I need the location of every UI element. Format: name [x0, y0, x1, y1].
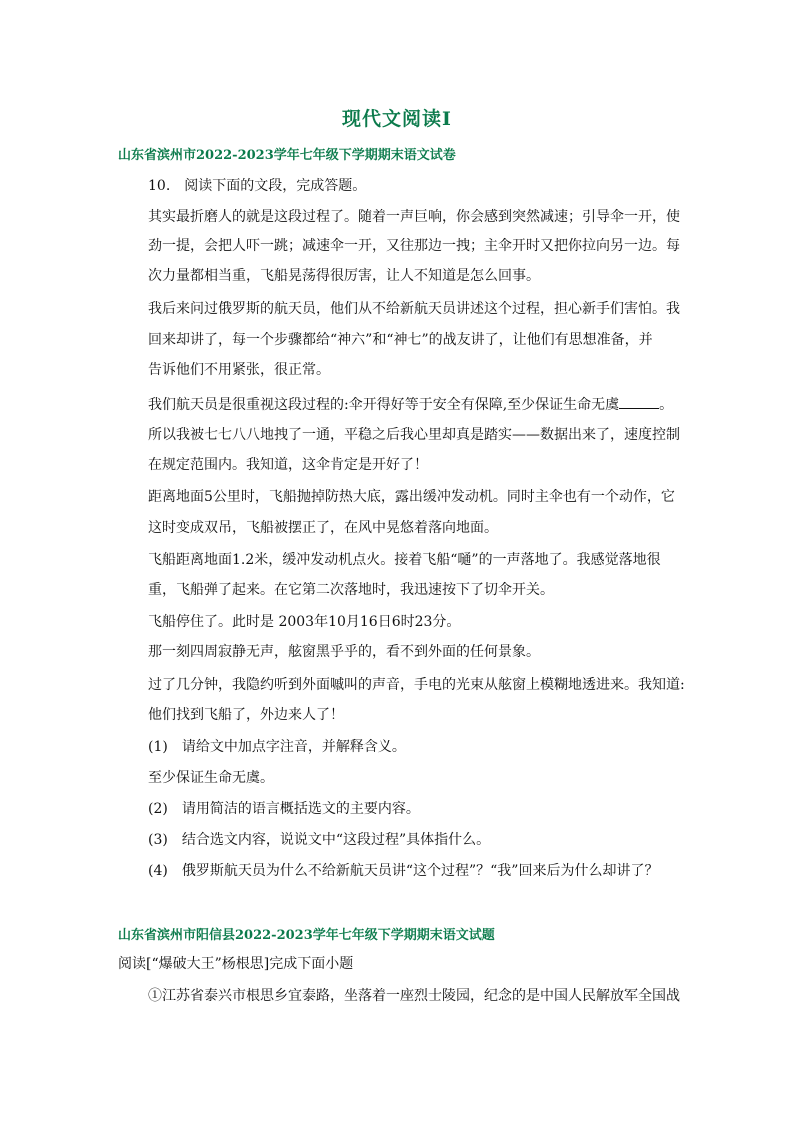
passage-line-8: 所以我被七七八八地拽了一通，平稳之后我心里却真是踏实——数据出来了，速度控制 — [148, 427, 680, 443]
passage-line-12: 飞船距离地面1.2米，缓冲发动机点火。接着飞船“嗵”的一声落地了。我感觉落地很 — [148, 552, 661, 568]
passage-line-1: 其实最折磨人的就是这段过程了。随着一声巨响，你会感到突然减速；引导伞一开，使 — [148, 209, 680, 225]
passage-line-7-end: 。 — [659, 397, 674, 413]
passage-line-16: 过了几分钟，我隐约听到外面嘁叫的声音，手电的光束从舷窗上模糊地透进来。我知道: — [148, 677, 685, 693]
subquestion-2: (2) 请用简洁的语言概括选文的主要内容。 — [148, 801, 420, 817]
section2-intro: 阅读[“爆破大王”杨根思]完成下面小题 — [118, 956, 354, 972]
passage-line-3: 次力量都相当重，飞船晃荡得很厉害，让人不知道是怎么回事。 — [148, 268, 540, 284]
subquestion-4: (4) 俄罗斯航天员为什么不给新航天员讲“这个过程”？“我”回来后为什么却讲了？ — [148, 863, 659, 879]
passage-line-10: 距离地面5公里时，飞船抛掉防热大底，露出缓冲发动机。同时主伞也有一个动作，它 — [148, 489, 675, 505]
passage-line-2: 劲一提，会把人吓一跳；减速伞一开，又往那边一拽；主伞开时又把你拉向另一边。每 — [148, 238, 680, 254]
passage-line-15: 那一刻四周寂静无声，舷窗黑乎乎的，看不到外面的任何景象。 — [148, 644, 540, 660]
question-intro: 10. 阅读下面的文段，完成答题。 — [148, 178, 367, 194]
passage-line-7 — [148, 394, 673, 415]
passage-line-4: 我后来问过俄罗斯的航天员，他们从不给新航天员讲述这个过程，担心新手们害怕。我 — [148, 301, 680, 317]
section2-source: 山东省滨州市阳信县2022-2023学年七年级下学期期末语文试题 — [118, 928, 495, 943]
subquestion-1-text: 至少保证生命无虞。 — [148, 770, 274, 786]
subquestion-3: (3) 结合选文内容，说说文中“这段过程”具体指什么。 — [148, 832, 491, 848]
page-title: 现代文阅读Ⅰ — [342, 108, 452, 130]
passage-line-14: 飞船停住了。此时是 2003年10月16日6时23分。 — [148, 614, 461, 630]
passage-line-9: 在规定范围内。我知道，这伞肯定是开好了！ — [148, 457, 428, 473]
passage-line-13: 重，飞船弹了起来。在它第二次落地时，我迅速按下了切伞开关。 — [148, 582, 554, 598]
section2-first-line: ①江苏省泰兴市根思乡宜泰路，坐落着一座烈士陵园，纪念的是中国人民解放军全国战 — [148, 988, 680, 1004]
passage-line-17: 他们找到飞船了，外边来人了！ — [148, 707, 344, 723]
section1-source: 山东省滨州市2022-2023学年七年级下学期期末语文试卷 — [118, 148, 456, 163]
passage-line-5: 回来却讲了，每一个步骤都给“神六”和“神七”的战友讲了，让他们有思想准备，并 — [148, 332, 653, 348]
passage-line-6: 告诉他们不用紧张，很正常。 — [148, 362, 330, 378]
subquestion-1: (1) 请给文中加点字注音，并解释含义。 — [148, 739, 406, 755]
passage-line-11: 这时变成双吊，飞船被摆正了，在风中晃悠着落向地面。 — [148, 520, 498, 536]
passage-line-7-text: 我们航天员是很重视这段过程的:伞开得好等于安全有保障,至少保证生命无虞 — [148, 397, 620, 413]
fill-blank[interactable] — [619, 394, 659, 409]
